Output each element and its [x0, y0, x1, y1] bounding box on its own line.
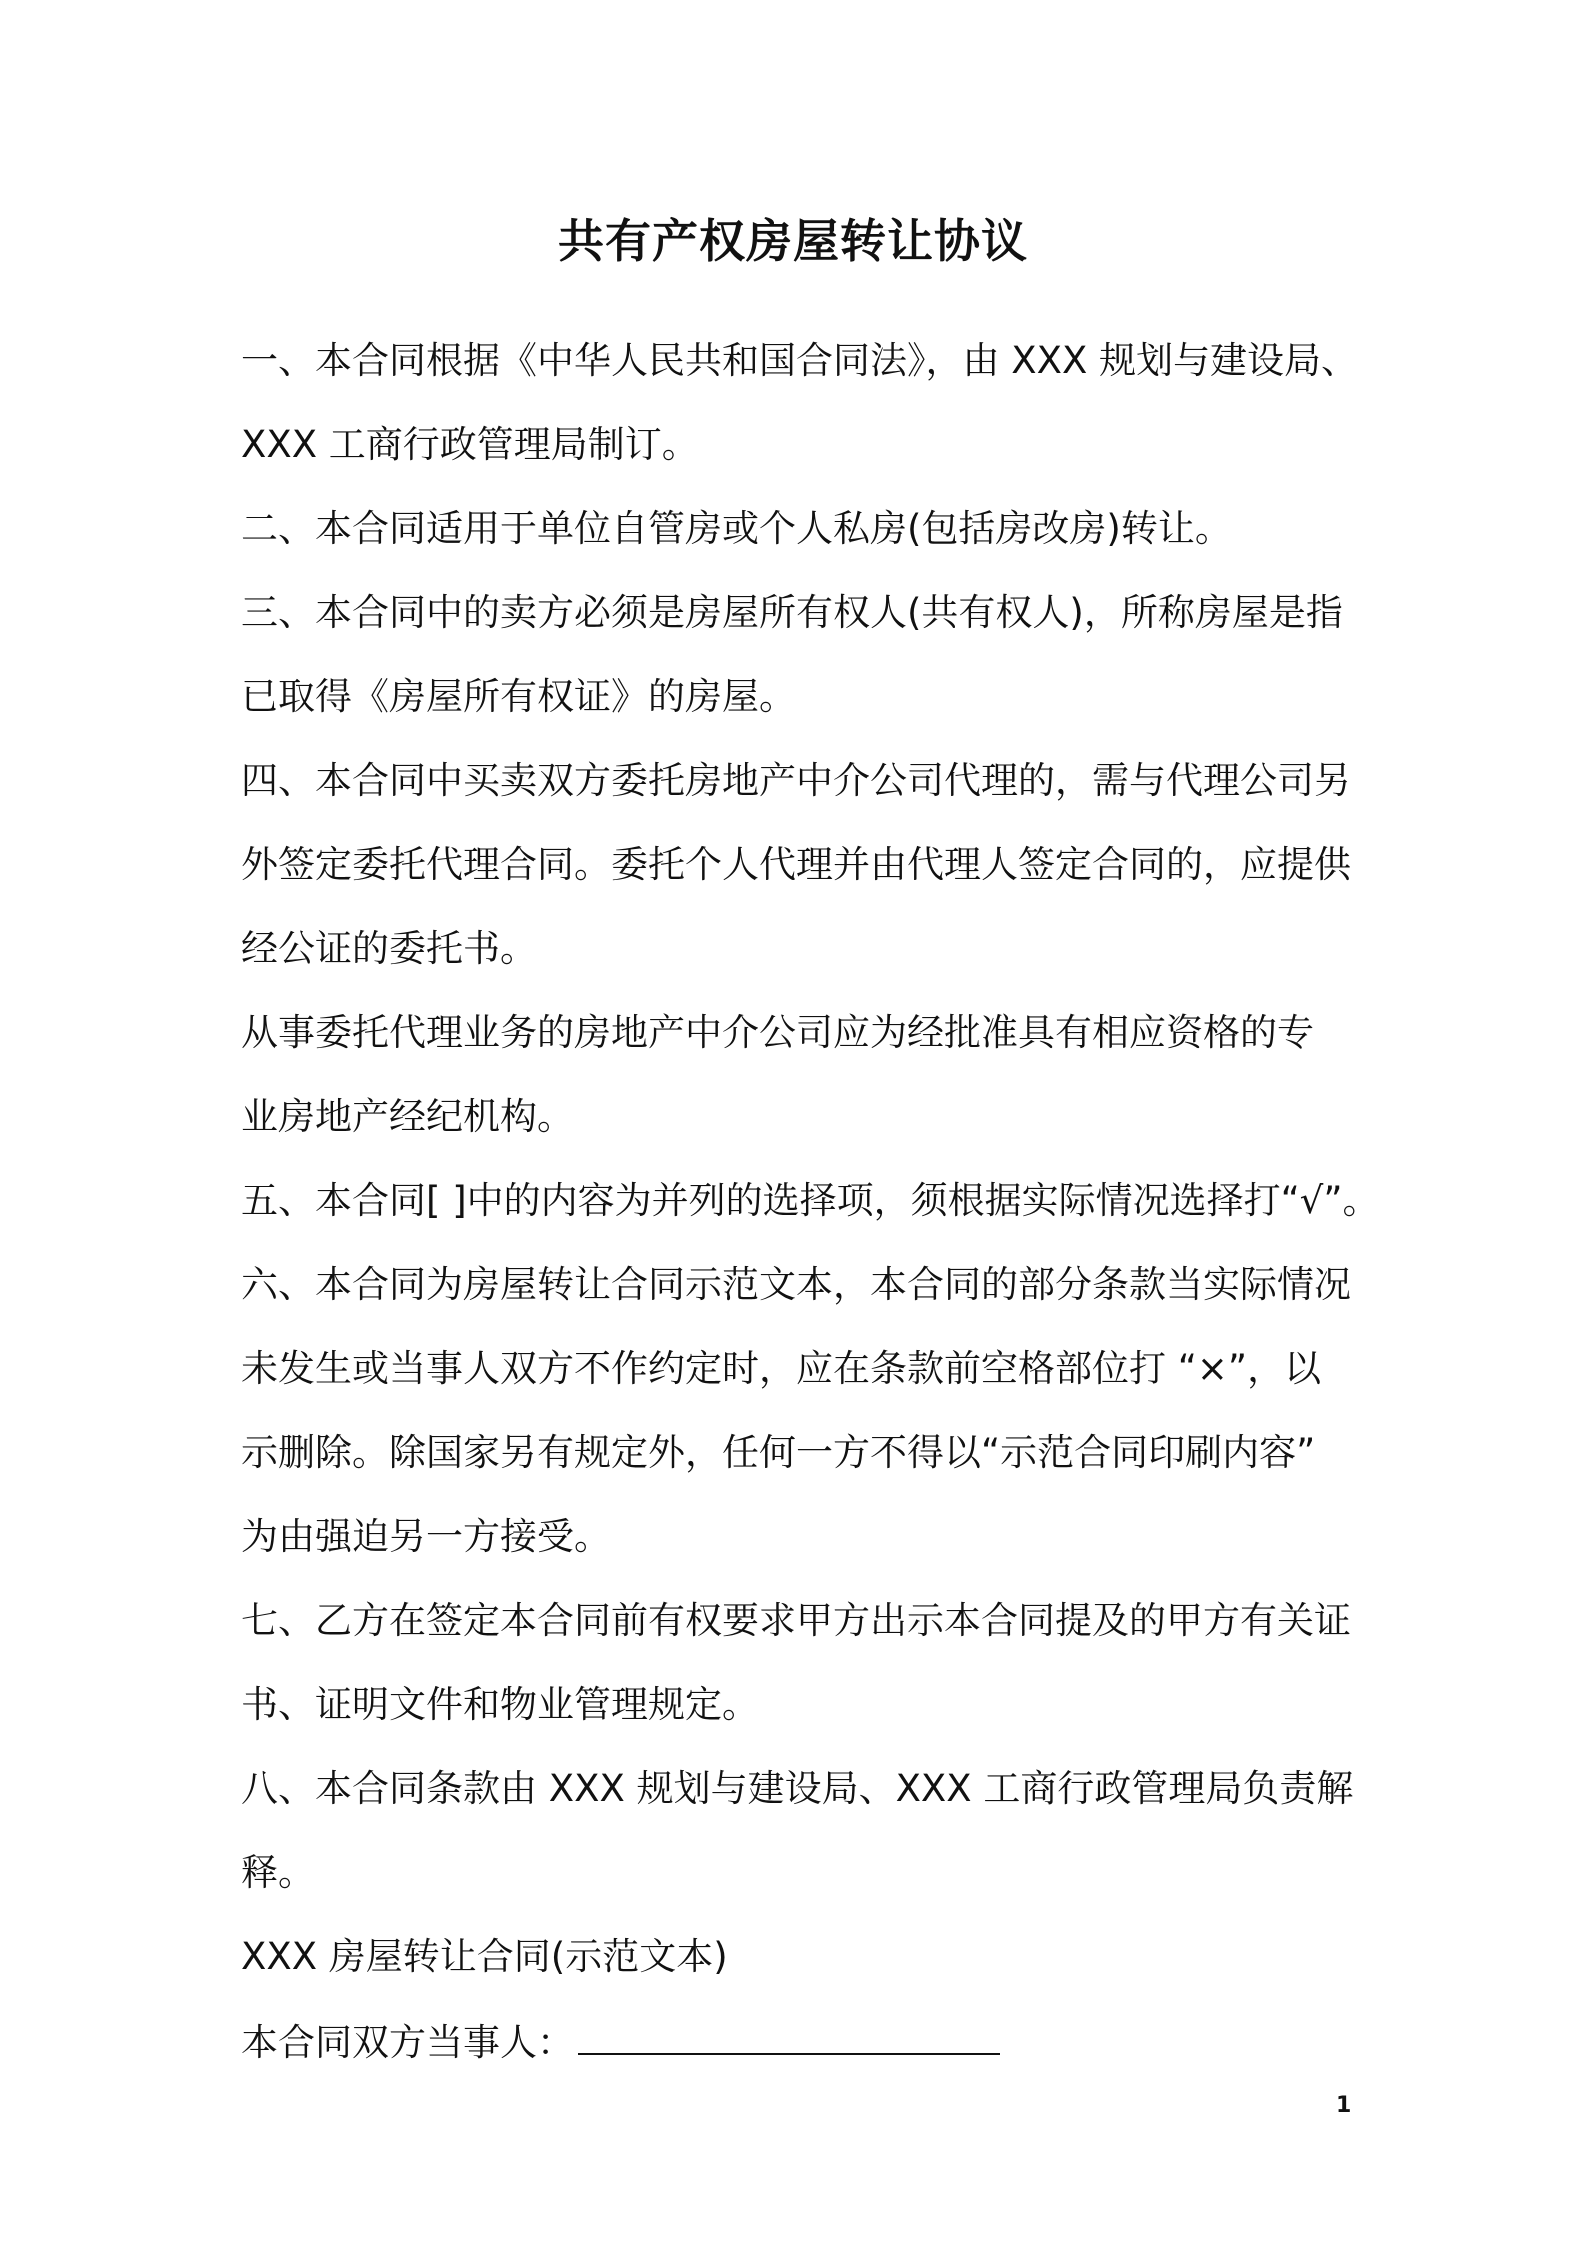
parties-line [241, 2017, 1000, 2067]
text-line: 三、本合同中的卖方必须是房屋所有权人(共有权人)，所称房屋是指 [241, 591, 1343, 634]
text-line: 为由强迫另一方接受。 [241, 1515, 611, 1558]
text-line: 从事委托代理业务的房地产中介公司应为经批准具有相应资格的专 [241, 1011, 1314, 1054]
text-line: 外签定委托代理合同。委托个人代理并由代理人签定合同的，应提供 [241, 843, 1351, 886]
text-line: 未发生或当事人双方不作约定时，应在条款前空格部位打 “×”，以 [241, 1347, 1322, 1390]
document-title: 共有产权房屋转让协议 [558, 214, 1028, 268]
text-line: 释。 [241, 1851, 315, 1894]
parties-label: 本合同双方当事人： [241, 2021, 574, 2064]
text-line: 二、本合同适用于单位自管房或个人私房(包括房改房)转让。 [241, 507, 1232, 550]
text-line: 经公证的委托书。 [241, 927, 537, 970]
text-line: XXX 工商行政管理局制订。 [241, 423, 699, 466]
text-line: XXX 房屋转让合同(示范文本) [241, 1935, 728, 1978]
text-line: 业房地产经纪机构。 [241, 1095, 574, 1138]
text-line: 六、本合同为房屋转让合同示范文本，本合同的部分条款当实际情况 [241, 1263, 1351, 1306]
text-line: 四、本合同中买卖双方委托房地产中介公司代理的，需与代理公司另 [241, 759, 1351, 802]
text-line: 五、本合同[ ]中的内容为并列的选择项，须根据实际情况选择打“√”。 [241, 1179, 1380, 1222]
parties-blank-field [578, 2017, 1000, 2055]
page-number: 1 [1336, 2093, 1352, 2118]
text-line: 七、乙方在签定本合同前有权要求甲方出示本合同提及的甲方有关证 [241, 1599, 1351, 1642]
text-line: 书、证明文件和物业管理规定。 [241, 1683, 759, 1726]
text-line: 示删除。除国家另有规定外，任何一方不得以“示范合同印刷内容” [241, 1431, 1316, 1474]
text-line: 已取得《房屋所有权证》的房屋。 [241, 675, 796, 718]
text-line: 一、本合同根据《中华人民共和国合同法》，由 XXX 规划与建设局、 [241, 339, 1359, 382]
text-line: 八、本合同条款由 XXX 规划与建设局、XXX 工商行政管理局负责解 [241, 1767, 1354, 1810]
